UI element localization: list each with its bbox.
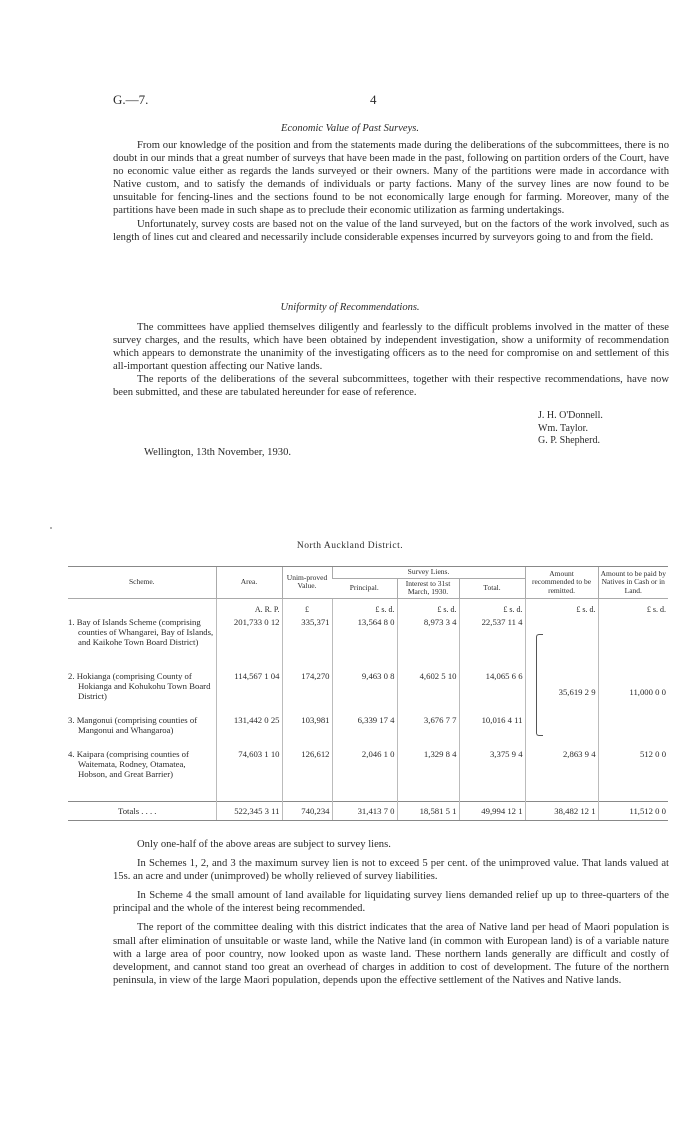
cell-unimproved: 126,612 [282,748,332,802]
header-scheme: Scheme. [68,567,216,599]
cell-area: 114,567 1 04 [216,670,282,714]
total-total: 49,994 12 1 [459,802,525,821]
section-title-economic-value: Economic Value of Past Surveys. [281,123,419,134]
paragraph: The committees have applied themselves diligently and fearlessly to the difficult problems involved in the matter of these survey charges, and the results, which have been obtained by independent investigation, show a uniformity of recommendation which appears to demonstrate the unanimity of the investigating officers as to the need for compromise on and settlement of this all-important question affecting our Native lands. [113,322,669,373]
header-amount-remitted: Amount recommended to be remitted. [525,567,598,599]
place-and-date: Wellington, 13th November, 1930. [144,447,292,458]
cell-total: 14,065 6 6 [459,670,525,714]
totals-label: Totals . . . . [68,802,216,821]
table-row [68,748,668,802]
paragraph: From our knowledge of the position and from the statements made during the deliberations of the subcommittees, there is no doubt in our minds that a great number of surveys that have been made in the past, following on partition orders of the Court, have no economic value either as regards the lands surveyed or their owners. Many of the partitions were made in accordance with Native custom, and to satisfy the demands of individuals or party factions. Many of the survey lines are now found to be unsuitable for fencing-lines and the sections found to be not economically large enough for farming. Moreover, many of the partitions have been made in such shape as to preclude their economic utilization as farming undertakings. [113,140,669,217]
signatories [538,410,603,448]
unit-principal: £ s. d. [332,598,397,616]
unit-paid: £ s. d. [598,598,668,616]
cell-interest: 4,602 5 10 [397,670,459,714]
cell-paid: 11,000 0 0 [598,670,668,714]
cell-remitted: 35,619 2 9 [525,670,598,714]
cell-unimproved: 335,371 [282,616,332,670]
document-reference: G.—7. [113,92,149,107]
totals-row [68,802,668,821]
cell-interest: 1,329 8 4 [397,748,459,802]
cell-total: 3,375 9 4 [459,748,525,802]
cell-area: 74,603 1 10 [216,748,282,802]
table-row [68,616,668,670]
table-title: North Auckland District. [296,541,404,551]
scan-speck [50,527,52,529]
total-unimproved: 740,234 [282,802,332,821]
notes-after-table [113,838,669,993]
cell-interest: 8,973 3 4 [397,616,459,670]
cell-paid: 512 0 0 [598,748,668,802]
scheme-name: 2. Hokianga (comprising County of Hokianga and Kohukohu Town Board District) [68,670,211,701]
table-row [68,670,668,714]
cell-interest: 3,676 7 7 [397,714,459,748]
cell-principal: 9,463 0 8 [332,670,397,714]
scheme-name: 1. Bay of Islands Scheme (comprising counties of Whangarei, Bay of Islands, and Kaikohe Town Board District) [68,616,214,647]
total-area: 522,345 3 11 [216,802,282,821]
unit-area: A. R. P. [216,598,282,616]
signatory-name: G. P. Shepherd. [538,435,600,446]
section-uniformity-body [113,321,669,400]
cell-paid [598,616,668,670]
cell-total: 10,016 4 11 [459,714,525,748]
cell-paid [598,714,668,748]
paragraph: The report of the committee dealing with this district indicates that the area of Native land per head of Maori population is small after elimination of unsuitable or waste land, while the Native land (in common with European land) is of a variable nature with a large area of poor country, now looked upon as waste land. These northern lands generally are difficult and costly of development, and cannot stand too great an overhead of charges in addition to cost of development. The future of the northern peninsula, in view of the large Maori population, depends upon the effective settlement of the Natives and Native lands. [113,922,669,986]
cell-principal: 13,564 8 0 [332,616,397,670]
section-title-uniformity: Uniformity of Recommendations. [280,302,420,313]
header-interest: Interest to 31st March, 1930. [397,578,459,598]
total-principal: 31,413 7 0 [332,802,397,821]
signatory-name: Wm. Taylor. [538,422,588,434]
paragraph: In Scheme 4 the small amount of land available for liquidating survey liens demanded relief up up to three-quarters of the principal and the whole of the interest being recommended. [113,890,669,915]
cell-area: 131,442 0 25 [216,714,282,748]
cell-remitted: 2,863 9 4 [525,748,598,802]
page-number: 4 [370,92,377,107]
signatory-name: J. H. O'Donnell. [538,410,603,421]
total-remitted: 38,482 12 1 [525,802,598,821]
header-total: Total. [459,578,525,598]
total-paid: 11,512 0 0 [598,802,668,821]
table-row [68,714,668,748]
survey-liens-table [68,566,668,821]
cell-principal: 6,339 17 4 [332,714,397,748]
header-area: Area. [216,567,282,599]
cell-total: 22,537 11 4 [459,616,525,670]
unit-interest: £ s. d. [397,598,459,616]
scheme-name: 3. Mangonui (comprising counties of Mangonui and Whangaroa) [68,714,198,735]
unit-total: £ s. d. [459,598,525,616]
page-header [113,92,673,112]
units-row [68,598,668,616]
header-unimproved-value: Unim-proved Value. [282,567,332,599]
paragraph: In Schemes 1, 2, and 3 the maximum survey lien is not to exceed 5 per cent. of the unimproved value. That lands valued at 15s. an acre and under (unimproved) be wholly relieved of survey liabilities. [113,858,669,883]
grouping-brace [536,634,543,736]
section-economic-value-body [113,139,669,244]
header-amount-paid: Amount to be paid by Natives in Cash or in Land. [598,567,668,599]
header-survey-liens: Survey Liens. [332,567,525,579]
paragraph: Unfortunately, survey costs are based not on the value of the land surveyed, but on the factors of the work involved, such as length of lines cut and cleared and necessarily include considerable expenses incurred by surveyors going to and from the field. [113,218,669,243]
cell-unimproved: 174,270 [282,670,332,714]
scheme-name: 4. Kaipara (comprising counties of Waitemata, Rodney, Otamatea, Hobson, and Great Barrier) [68,748,189,779]
cell-area: 201,733 0 12 [216,616,282,670]
paragraph: The reports of the deliberations of the several subcommittees, together with their respective recommendations, have now been submitted, and these are tabulated hereunder for ease of reference. [113,374,669,399]
unit-remitted: £ s. d. [525,598,598,616]
cell-principal: 2,046 1 0 [332,748,397,802]
cell-unimproved: 103,981 [282,714,332,748]
paragraph: Only one-half of the above areas are subject to survey liens. [137,839,391,850]
total-interest: 18,581 5 1 [397,802,459,821]
header-principal: Principal. [332,578,397,598]
unit-unimproved: £ [282,598,332,616]
